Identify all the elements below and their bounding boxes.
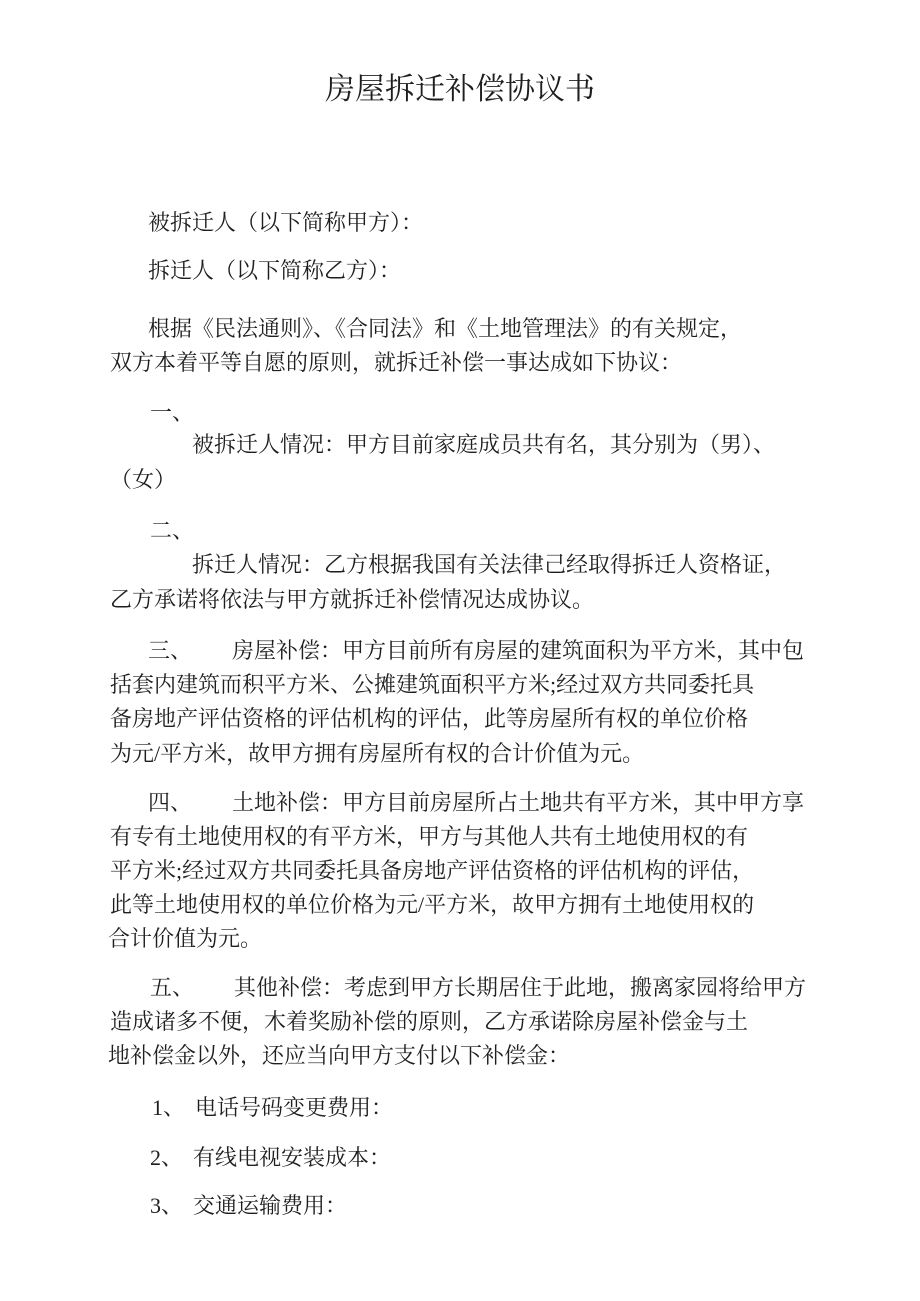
doc-line bbox=[150, 971, 806, 1005]
doc-line bbox=[148, 634, 804, 668]
list-number: 1、 bbox=[152, 1095, 186, 1120]
line-text: 土地补偿：甲方目前房屋所占土地共有平方米，其中甲方享 bbox=[232, 790, 805, 815]
doc-line bbox=[148, 786, 804, 820]
section-number: 四、 bbox=[148, 790, 193, 815]
doc-line: 被拆迁人情况：甲方目前家庭成员共有名，其分别为（男）、 bbox=[192, 432, 776, 457]
doc-line: 括套内建筑而积平方米、公摊建筑面积平方米;经过双方共同委托具 bbox=[110, 672, 755, 697]
section-number: 五、 bbox=[150, 975, 195, 1000]
line-text: 有线电视安装成本： bbox=[193, 1145, 392, 1170]
doc-line: 根据《民法通则》、《合同法》和《土地管理法》的有关规定， bbox=[148, 316, 743, 341]
document-title: 房屋拆迁补偿协议书 bbox=[325, 73, 595, 106]
doc-line: 此等土地使用权的单位价格为元/平方米，故甲方拥有土地使用权的 bbox=[110, 892, 755, 917]
doc-line: 被拆迁人（以下简称甲方）： bbox=[148, 210, 424, 235]
line-text: 其他补偿：考虑到甲方长期居住于此地，搬离家园将给甲方 bbox=[234, 975, 807, 1000]
doc-line: 乙方承诺将依法与甲方就拆迁补偿情况达成协议。 bbox=[110, 587, 595, 612]
line-text: 交通运输费用： bbox=[193, 1193, 348, 1218]
doc-line: 地补偿金以外，还应当向甲方支付以下补偿金： bbox=[108, 1043, 571, 1068]
doc-line: （女） bbox=[110, 467, 177, 492]
list-number: 2、 bbox=[150, 1145, 184, 1170]
doc-line: 双方本着平等自愿的原则，就拆迁补偿一事达成如下协议： bbox=[110, 350, 683, 375]
doc-line: 有专有土地使用权的有平方米，甲方与其他人共有土地使用权的有 bbox=[110, 824, 749, 849]
doc-line-section-marker: 二、 bbox=[150, 518, 195, 543]
doc-line bbox=[150, 1189, 347, 1223]
doc-line: 合计价值为元。 bbox=[108, 926, 263, 951]
doc-line: 平方米;经过双方共同委托具备房地产评估资格的评估机构的评估， bbox=[110, 858, 755, 883]
doc-line bbox=[150, 1141, 391, 1175]
line-text: 电话号码变更费用： bbox=[195, 1095, 394, 1120]
doc-line-section-marker: 一、 bbox=[150, 400, 195, 425]
doc-line bbox=[152, 1091, 393, 1125]
doc-line: 拆迁人情况：乙方根据我国有关法律己经取得拆迁人资格证， bbox=[192, 552, 787, 577]
doc-line: 拆迁人（以下简称乙方）： bbox=[148, 258, 402, 283]
list-number: 3、 bbox=[150, 1193, 184, 1218]
doc-line: 备房地产评估资格的评估机构的评估，此等房屋所有权的单位价格 bbox=[110, 706, 749, 731]
doc-line: 为元/平方米，故甲方拥有房屋所有权的合计价值为元。 bbox=[110, 741, 645, 766]
doc-line: 造成诸多不便，木着奖励补偿的原则，乙方承诺除房屋补偿金与土 bbox=[110, 1009, 749, 1034]
line-text: 房屋补偿：甲方目前所有房屋的建筑面积为平方米，其中包 bbox=[232, 638, 805, 663]
section-number: 三、 bbox=[148, 638, 193, 663]
